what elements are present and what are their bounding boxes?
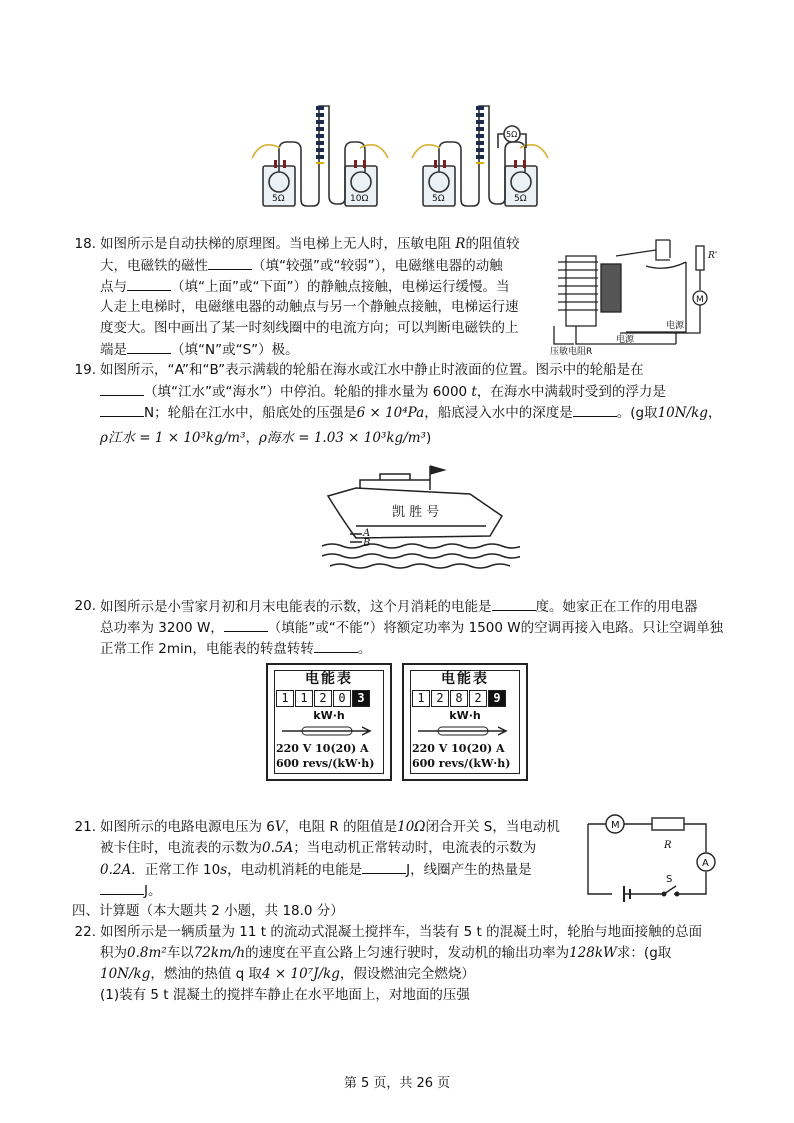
q21-line-4: J。 [100,880,161,901]
left-r1-label: 5Ω [272,194,285,204]
right-r1-label: 5Ω [432,194,445,204]
q21-number: 21. [74,819,96,835]
q22-line-1: 如图所示是一辆质量为 11 t 的流动式混凝土搅拌车，当装有 5 t 的混凝土时，轮胎与地面接触的总面 [100,924,703,940]
energy-meter-start [266,663,392,781]
motor-circuit-figure [580,812,730,904]
q22-line-4: (1)装有 5 t 混凝土的搅拌车静止在水平地面上，对地面的压强 [100,987,470,1003]
q21-line-3: 0.2A．正常工作 10s，电动机消耗的电能是 J，线圈产生的热量是 [100,859,532,880]
meter-unit: kW·h [313,709,345,722]
q22-line-3: 10N/kg，燃油的热值 q 取4 × 10⁷J/kg，假设燃油完全燃烧） [100,966,475,982]
section-heading: 四、计算题（本大题共 2 小题，共 18.0 分） [72,903,344,919]
ammeter-symbol: A [702,858,709,869]
q18-blank-2[interactable] [127,276,171,291]
meter-spec-voltage: 220 V 10(20) A [412,742,505,755]
escalator-circuit-figure [546,236,722,356]
meter-digits: 1 2 8 2 9 [412,690,507,707]
q18-line-2: 大，电磁铁的磁性 （填“较强”或“较弱”），电磁继电器的动触 [100,255,503,276]
q19-line-4: ρ江水 = 1 × 10³kg/m³，ρ海水 = 1.03 × 10³kg/m³) [100,430,432,446]
left-r2-label: 10Ω [350,194,369,204]
energy-meter-end [402,663,528,781]
q22-number: 22. [74,924,96,940]
q18-line-3: 点与 （填“上面”或“下面”）的静触点接触，电梯运行缓慢。当 [100,276,509,297]
q20-number: 20. [74,598,96,614]
motor-symbol: M [611,820,620,831]
q18-line-5: 度变大。图中画出了某一时刻线圈中的电流方向；可以判断电磁铁的上 [100,320,519,336]
power-label-right: 电源 [666,321,685,331]
q18-line-6: 端是 （填“N”或“S”）极。 [100,339,299,360]
ship-name: 凯 胜 号 [392,505,440,520]
meter-title: 电能表 [441,671,489,687]
q21-blank-2[interactable] [100,880,144,895]
q20-line-1: 如图所示是小雪家月初和月末电能表的示数，这个月消耗的电能是 度。她家正在工作的用电器 [100,596,698,617]
motor-label: M [696,295,704,305]
meter-spec-revs: 600 revs/(kW·h) [276,757,375,770]
q20-line-2: 总功率为 3200 W， （填能”或“不能”）将额定功率为 1500 W的空调再接入电路。只让空调单独 [100,617,723,638]
q19-number: 19. [74,362,96,378]
q21-line-2: 被卡住时，电流表的示数为0.5A；当电动机正常转动时，电流表的示数为 [100,840,537,856]
q18-blank-3[interactable] [127,339,171,354]
q19-line-3: N；轮船在江水中，船底处的压强是6 × 10⁴Pa，船底浸入水中的深度是 。(g取10N/kg， [100,402,721,423]
power-label-bottom: 电源 [616,335,635,345]
q21-line-1: 如图所示的电路电源电压为 6V，电阻 R 的阻值是10Ω闭合开关 S，当电动机 [100,819,560,835]
right-r2-label: 5Ω [514,194,527,204]
meter-title: 电能表 [305,671,353,687]
q18-blank-1[interactable] [208,255,252,270]
q20-blank-3[interactable] [314,638,358,653]
meter-spec-voltage: 220 V 10(20) A [276,742,369,755]
switch-label: S [666,874,673,885]
q18-line-1: 如图所示是自动扶梯的原理图。当电梯上无人时，压敏电阻 R的阻值较 [100,236,520,252]
meter-digits: 1 1 2 0 3 [276,690,371,707]
right-top-label: 5Ω [506,130,518,139]
ship-mark-a: A [363,528,371,539]
sensor-label: 压敏电阻R [550,347,593,356]
q19-line-2: （填“江水”或“海水”）中停泊。轮船的排水量为 6000 t，在海水中满载时受到的浮力是 [100,381,666,402]
r-prime-label: R' [708,251,718,261]
q20-line-3: 正常工作 2min，电能表的转盘转转 。 [100,638,371,659]
meter-spec-revs: 600 revs/(kW·h) [412,757,511,770]
meter-unit: kW·h [449,709,481,722]
q20-blank-1[interactable] [492,596,536,611]
q21-blank-1[interactable] [362,859,406,874]
q18-line-4: 人走上电梯时，电磁继电器的动触点与另一个静触点接触，电梯运行速 [100,299,519,315]
page-footer: 第 5 页，共 26 页 [343,1076,451,1091]
ship-mark-b: B [363,538,371,549]
q18-number: 18. [74,236,96,252]
q19-blank-3[interactable] [573,402,617,417]
q19-blank-1[interactable] [100,381,144,396]
ship-figure [320,462,520,574]
resistor-label: R [664,840,672,851]
q20-blank-2[interactable] [224,617,268,632]
q22-line-2: 积为0.8m²车以72km/h的速度在平直公路上匀速行驶时，发动机的输出功率为128kW求：(g取 [100,945,672,961]
q19-line-1: 如图所示，“A”和“B”表示满载的轮船在海水或江水中静止时液面的位置。图示中的轮船是在 [100,362,644,378]
q19-blank-2[interactable] [100,402,144,417]
heating-experiment-figure [250,100,550,210]
